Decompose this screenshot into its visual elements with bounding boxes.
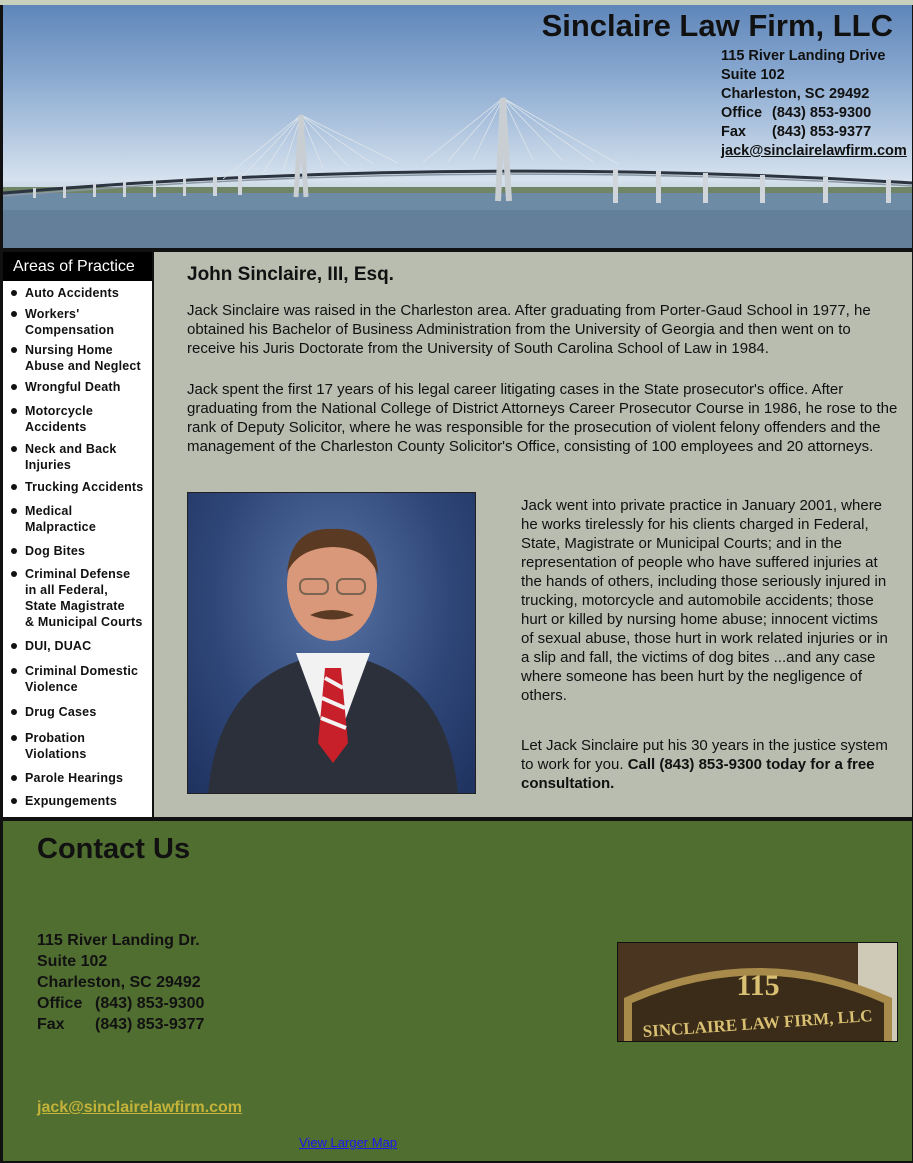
bullet-icon bbox=[11, 484, 17, 490]
practice-areas-sidebar bbox=[3, 252, 154, 817]
office-label: Office bbox=[37, 995, 83, 1012]
bullet-icon bbox=[11, 668, 17, 674]
attorney-portrait-illustration bbox=[188, 493, 476, 794]
call-to-action: Let Jack Sinclaire put his 30 years in the justice system to work for you. Call (843) 853-9300 today for a free consultation. bbox=[521, 737, 888, 792]
sign-number: 115 bbox=[736, 969, 780, 1002]
bullet-icon bbox=[11, 735, 17, 741]
office-phone-line bbox=[37, 993, 204, 1014]
attorney-name-heading: John Sinclaire, III, Esq. bbox=[187, 264, 394, 285]
bullet-icon bbox=[11, 709, 17, 715]
bullet-icon bbox=[11, 384, 17, 390]
fax-phone: (843) 853-9377 bbox=[95, 1016, 205, 1033]
address-line: 115 River Landing Drive bbox=[721, 48, 886, 64]
bullet-icon bbox=[11, 446, 17, 452]
office-phone: (843) 853-9300 bbox=[95, 995, 205, 1012]
header-banner bbox=[3, 5, 912, 248]
address-line: Charleston, SC 29492 bbox=[721, 86, 870, 102]
address-line: Suite 102 bbox=[721, 67, 785, 83]
office-sign-photo bbox=[617, 942, 898, 1042]
fax-label: Fax bbox=[37, 1016, 65, 1033]
bio-section bbox=[154, 252, 912, 817]
office-phone: (843) 853-9300 bbox=[772, 105, 872, 121]
address-line: 115 River Landing Dr. bbox=[37, 932, 200, 949]
attorney-photo bbox=[187, 492, 476, 794]
office-label: Office bbox=[721, 105, 763, 121]
bullet-icon bbox=[11, 643, 17, 649]
sidebar-item-neck-back-injuries[interactable]: Neck and Back Injuries bbox=[11, 441, 117, 473]
sidebar-item-nursing-home-abuse[interactable]: Nursing Home Abuse and Neglect bbox=[11, 342, 141, 374]
contact-section bbox=[3, 821, 912, 1163]
bio-paragraph-education: Jack Sinclaire was raised in the Charleston area. After graduating from Porter-Gaud School in 1977, he obtained his Bachelor of Business Administration from the University of Georgia and then went on to receive his Juris Doctorate from the University of South Carolina School of Law in 1984. bbox=[187, 302, 871, 357]
sign-text: SINCLAIRE LAW FIRM, LLC bbox=[642, 1006, 874, 1042]
bullet-icon bbox=[11, 408, 17, 414]
contact-address bbox=[37, 930, 204, 1035]
sidebar-item-criminal-domestic-violence[interactable]: Criminal Domestic Violence bbox=[11, 663, 138, 695]
sidebar-item-wrongful-death[interactable]: Wrongful Death bbox=[11, 379, 121, 395]
firm-name: Sinclaire Law Firm, LLC bbox=[541, 8, 893, 43]
office-phone-line bbox=[721, 104, 907, 123]
header-address bbox=[721, 47, 907, 161]
sidebar-item-probation-violations[interactable]: Probation Violations bbox=[11, 730, 87, 762]
sidebar-item-dui-duac[interactable]: DUI, DUAC bbox=[11, 638, 91, 654]
bio-paragraph-career: Jack spent the first 17 years of his legal career litigating cases in the State prosecutor's office. After graduating from the National College of District Attorneys Career Prosecutor Course in 1986, he rose to the rank of Deputy Solicitor, where he was responsible for the prosecution of violent felony offenders and the management of the Charleston County Solicitor's Office, consisting of 100 employees and 20 attorneys. bbox=[187, 381, 898, 455]
fax-label: Fax bbox=[721, 124, 746, 140]
view-larger-map-link[interactable]: View Larger Map bbox=[299, 1135, 398, 1150]
fax-line bbox=[37, 1014, 204, 1035]
office-sign-illustration bbox=[618, 943, 898, 1042]
bullet-icon bbox=[11, 347, 17, 353]
sidebar-item-parole-hearings[interactable]: Parole Hearings bbox=[11, 770, 123, 786]
bullet-icon bbox=[11, 798, 17, 804]
bullet-icon bbox=[11, 290, 17, 296]
header-email-link[interactable]: jack@sinclairelawfirm.com bbox=[721, 143, 907, 159]
address-line: Charleston, SC 29492 bbox=[37, 974, 201, 991]
sidebar-item-expungements[interactable]: Expungements bbox=[11, 793, 117, 809]
sidebar-item-medical-malpractice[interactable]: Medical Malpractice bbox=[11, 503, 96, 535]
consultation-phone-text: Call (843) 853-9300 today for a free consultation. bbox=[521, 756, 875, 792]
bio-paragraph-practice: Jack went into private practice in January 2001, where he works tirelessly for his clients charged in Federal, State, Magistrate or Municipal Courts; and in the representation of people who have suffered injuries at the hands of others, including those seriously injured in trucking, motorcycle and automobile accidents; those hurt or killed by nursing home abuse; innocent victims of sexual abuse, those hurt in work related injuries or in a slip and fall, the victims of dog bites ...and any case where someone has been hurt by the negligence of others. bbox=[521, 497, 888, 704]
sidebar-item-motorcycle-accidents[interactable]: Motorcycle Accidents bbox=[11, 403, 93, 435]
contact-heading: Contact Us bbox=[37, 833, 191, 865]
bullet-icon bbox=[11, 571, 17, 577]
address-line: Suite 102 bbox=[37, 953, 108, 970]
fax-line bbox=[721, 123, 907, 142]
bullet-icon bbox=[11, 311, 17, 317]
sidebar-item-trucking-accidents[interactable]: Trucking Accidents bbox=[11, 479, 143, 495]
sidebar-item-dog-bites[interactable]: Dog Bites bbox=[11, 543, 85, 559]
sidebar-title: Areas of Practice bbox=[3, 252, 152, 281]
bullet-icon bbox=[11, 775, 17, 781]
sidebar-item-auto-accidents[interactable]: Auto Accidents bbox=[11, 285, 119, 301]
sidebar-item-workers-compensation[interactable]: Workers' Compensation bbox=[11, 306, 114, 338]
fax-phone: (843) 853-9377 bbox=[772, 124, 872, 140]
sidebar-item-criminal-defense[interactable]: Criminal Defense in all Federal, State Magistrate & Municipal Courts bbox=[11, 566, 143, 630]
bullet-icon bbox=[11, 508, 17, 514]
sidebar-item-drug-cases[interactable]: Drug Cases bbox=[11, 704, 96, 720]
contact-email-link[interactable]: jack@sinclairelawfirm.com bbox=[37, 1099, 243, 1116]
bullet-icon bbox=[11, 548, 17, 554]
